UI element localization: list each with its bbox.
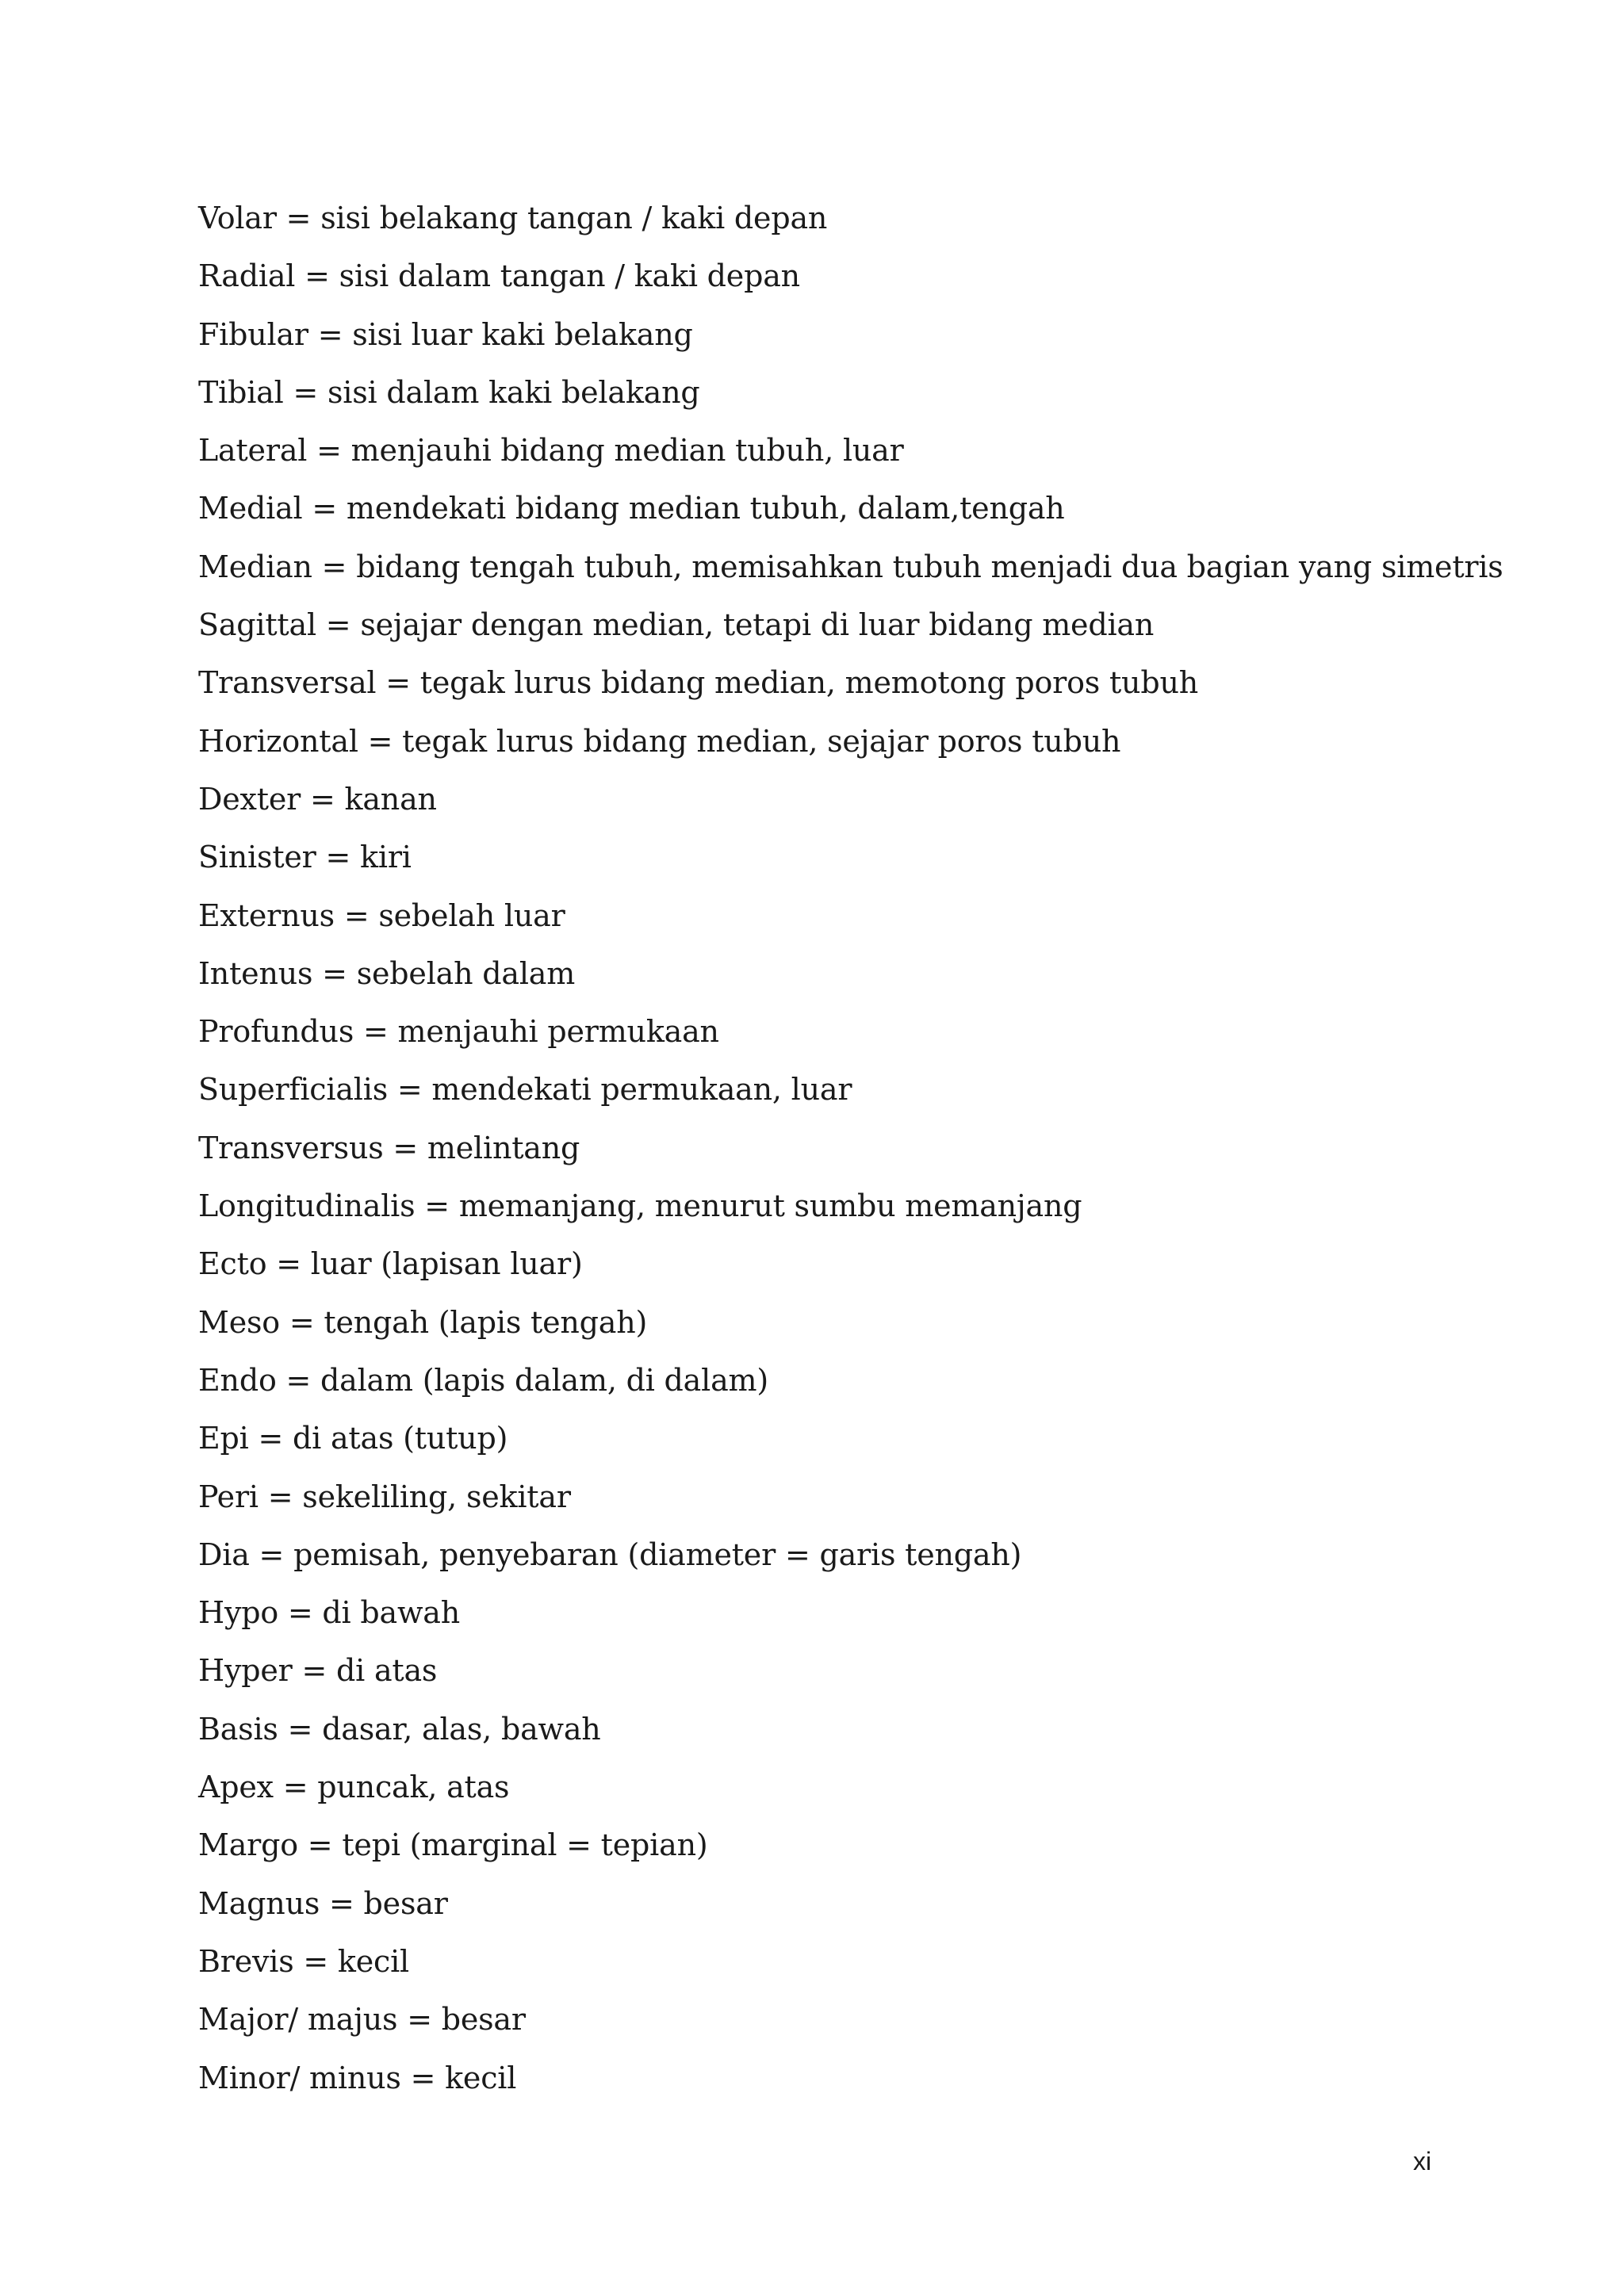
term-line: Profundus = menjauhi permukaan (198, 1014, 719, 1050)
term-line: Horizontal = tegak lurus bidang median, sejajar poros tubuh (198, 723, 1121, 759)
terminology-list (198, 196, 1503, 2114)
term-line: Median = bidang tengah tubuh, memisahkan tubuh menjadi dua bagian yang simetris (198, 549, 1503, 584)
term-line: Transversus = melintang (198, 1130, 580, 1165)
term-line: Meso = tengah (lapis tengah) (198, 1304, 648, 1340)
term-line: Sagittal = sejajar dengan median, tetapi di luar bidang median (198, 607, 1155, 643)
term-line: Major/ majus = besar (198, 2002, 526, 2038)
term-line: Intenus = sebelah dalam (198, 955, 576, 991)
term-line: Minor/ minus = kecil (198, 2060, 517, 2095)
term-line: Endo = dalam (lapis dalam, di dalam) (198, 1362, 768, 1398)
term-line: Epi = di atas (tutup) (198, 1421, 508, 1456)
term-line: Margo = tepi (marginal = tepian) (198, 1827, 708, 1863)
term-line: Volar = sisi belakang tangan / kaki depan (198, 201, 828, 235)
term-line: Peri = sekeliling, sekitar (198, 1479, 571, 1514)
term-line: Tibial = sisi dalam kaki belakang (198, 374, 700, 410)
term-line: Hypo = di bawah (198, 1595, 461, 1631)
term-line: Radial = sisi dalam tangan / kaki depan (198, 258, 800, 294)
term-line: Dexter = kanan (198, 781, 437, 817)
term-line: Lateral = menjauhi bidang median tubuh, luar (198, 433, 904, 469)
term-line: Sinister = kiri (198, 840, 412, 875)
page-number: xi (1413, 2147, 1432, 2175)
term-line: Ecto = luar (lapisan luar) (198, 1246, 583, 1282)
term-line: Transversal = tegak lurus bidang median, memotong poros tubuh (198, 665, 1198, 701)
term-line: Fibular = sisi luar kaki belakang (198, 316, 693, 352)
term-line: Basis = dasar, alas, bawah (198, 1711, 601, 1747)
term-line: Externus = sebelah luar (198, 897, 565, 933)
term-line: Apex = puncak, atas (198, 1770, 510, 1805)
term-line: Magnus = besar (198, 1885, 448, 1921)
term-line: Hyper = di atas (198, 1653, 438, 1689)
term-line: Longitudinalis = memanjang, menurut sumbu memanjang (198, 1188, 1082, 1224)
term-line: Dia = pemisah, penyebaran (diameter = garis tengah) (198, 1536, 1022, 1572)
term-line: Medial = mendekati bidang median tubuh, dalam,tengah (198, 491, 1065, 526)
term-line: Superficialis = mendekati permukaan, luar (198, 1072, 852, 1108)
term-line: Brevis = kecil (198, 1943, 410, 1979)
